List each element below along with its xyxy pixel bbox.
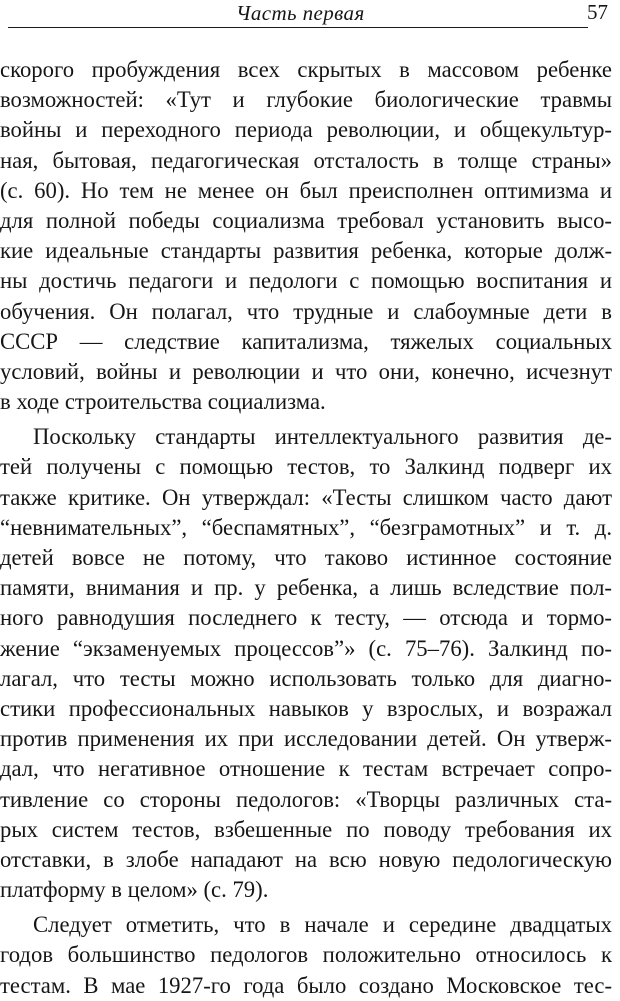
text-line: лагал, что тесты можно использовать только для диагно- <box>0 665 612 691</box>
text-line: рых систем тестов, взбешенные по поводу требования их <box>0 816 612 842</box>
text-line: тей получены с помощью тестов, то Залкинд подверг их <box>0 454 612 480</box>
text-line: дал, что негативное отношение к тестам встречает сопро- <box>0 756 612 782</box>
chapter-title: Часть первая <box>236 1 365 25</box>
text-line: в ходе строительства социализма. <box>0 389 326 415</box>
text-line: ная, бытовая, педагогическая отсталость в толще страны» <box>0 147 612 173</box>
text-line: стики профессиональных навыков у взрослых, и возражал <box>0 695 612 721</box>
text-line: против применения их при исследовании детей. Он утверж- <box>0 726 612 752</box>
page-number: 57 <box>587 0 608 24</box>
paragraph <box>0 910 612 1001</box>
text-line: детей вовсе не потому, что таково истинное состояние <box>0 545 612 570</box>
text-line: тестам. В мае 1927-го года было создано Московское тес- <box>0 972 612 998</box>
text-line: также критике. Он утверждал: «Тесты слишком часто дают <box>0 484 612 510</box>
text-line: войны и переходного периода революции, и общекультур- <box>0 117 612 143</box>
paragraph <box>0 55 612 417</box>
text-line: обучения. Он полагал, что трудные и слабоумные дети в <box>0 298 612 324</box>
text-line: ны достичь педагоги и педологи с помощью воспитания и <box>0 268 612 294</box>
text-line: скорого пробуждения всех скрытых в массовом ребенке <box>0 57 612 82</box>
text-line: для полной победы социализма требовал установить высо- <box>0 207 612 233</box>
text-line: Поскольку стандарты интеллектуального развития де- <box>33 424 612 450</box>
text-line: тивление со стороны педологов: «Творцы различных ста- <box>0 786 612 812</box>
text-line: (с. 60). Но тем не менее он был преисполнен оптимизма и <box>0 177 612 203</box>
text-line: Следует отметить, что в начале и середине двадцатых <box>33 912 612 938</box>
text-line: ного равнодушия последнего к тесту, — отсюда и тормо- <box>0 605 612 631</box>
text-line: жение “экзаменуемых процессов”» (с. 75–76). Залкинд по- <box>0 635 612 661</box>
text-line: возможностей: «Тут и глубокие биологические травмы <box>0 87 612 113</box>
text-line: памяти, внимания и пр. у ребенка, а лишь вследствие пол- <box>0 575 612 601</box>
text-line: условий, войны и революции и что они, конечно, исчезнут <box>0 358 612 384</box>
text-line: отставки, в злобе нападают на всю новую педологическую <box>0 846 612 872</box>
running-header <box>0 0 620 30</box>
text-line: годов большинство педологов положительно относилось к <box>0 942 612 968</box>
paragraph <box>0 422 612 905</box>
header-rule <box>8 27 588 28</box>
text-line: платформу в целом» (с. 79). <box>0 877 269 903</box>
text-line: кие идеальные стандарты развития ребенка, которые долж- <box>0 238 612 264</box>
body-text <box>0 55 612 1001</box>
text-line: “невнимательных”, “беспамятных”, “безграмотных” и т. д. <box>0 514 612 540</box>
text-line: СССР — следствие капитализма, тяжелых социальных <box>0 328 612 354</box>
